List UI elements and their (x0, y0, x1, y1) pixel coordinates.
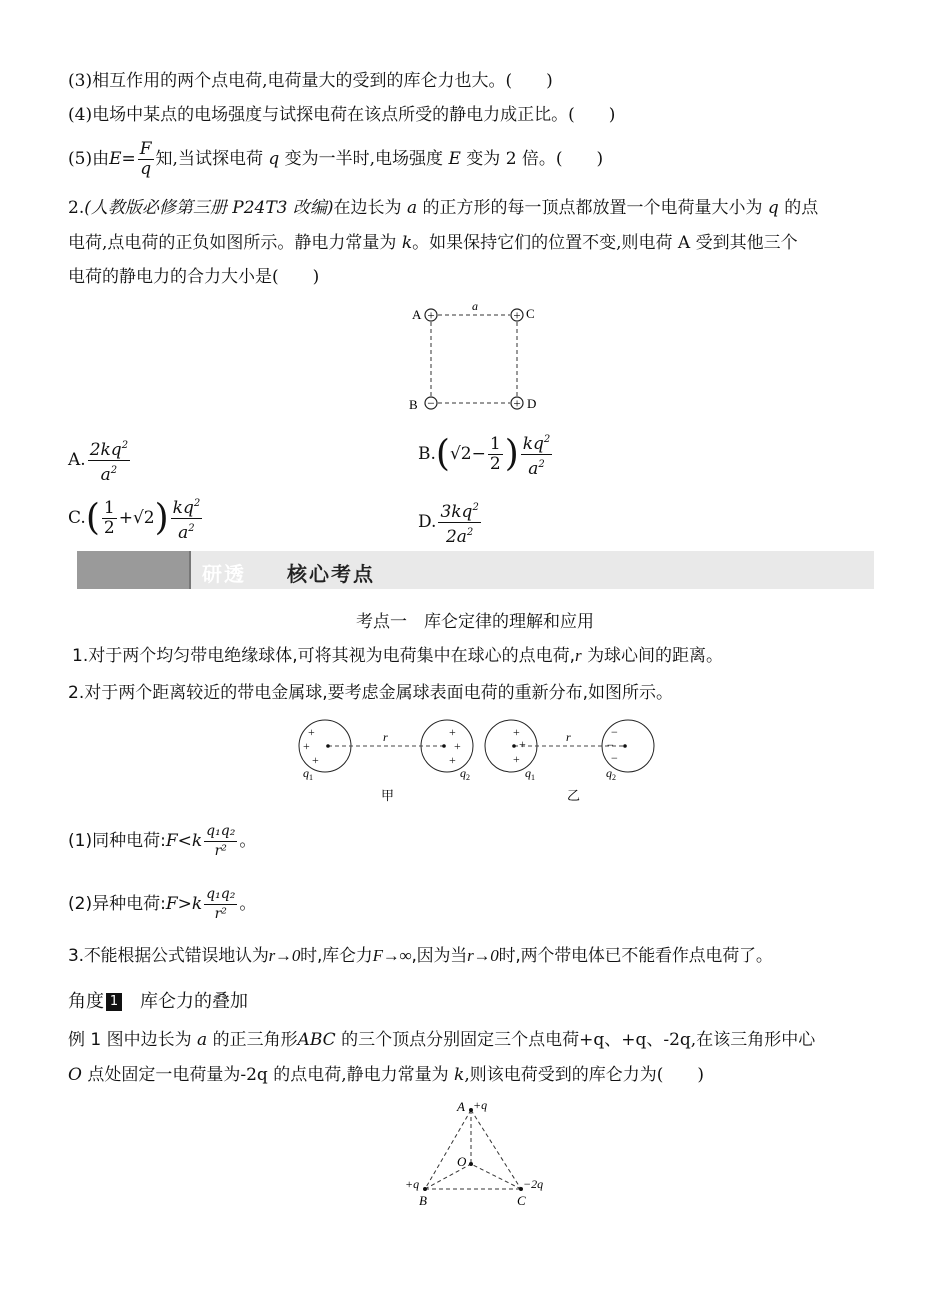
case2-frac-den: r² (214, 906, 227, 922)
example-label: 例 1 (68, 1030, 102, 1050)
item5-fraction (138, 140, 154, 179)
ex-a: a (197, 1030, 208, 1050)
q2-l2: 电荷,点电荷的正负如图所示。静电力常量为 (68, 233, 397, 253)
option-C-half-num: 1 (103, 498, 115, 518)
ex-k: k (454, 1065, 465, 1085)
caption-yi: 乙 (567, 788, 581, 803)
option-D-den-exp: 2 (466, 527, 474, 538)
sphere-q1-label: $q_1$ (303, 766, 313, 782)
case-opposite-charge (68, 885, 256, 924)
metal-spheres-diagram (295, 715, 665, 807)
plus-sign: + (513, 752, 520, 766)
p3-expr3: r→0 (467, 946, 499, 965)
minus-sign: − (611, 725, 618, 739)
banner-dark-block (77, 551, 190, 589)
angle-prefix: 角度 (68, 991, 104, 1012)
square-charge-diagram (400, 298, 550, 418)
banner-label-left: 研透 (202, 562, 246, 586)
p3-tail1: ,因为当 (411, 946, 468, 966)
item5-den: q (140, 159, 152, 179)
label-a: a (472, 299, 478, 313)
angle-heading (68, 991, 248, 1013)
charge-C-sign: + (513, 307, 521, 323)
charge-D-sign: + (513, 395, 521, 411)
case1-period: 。 (239, 831, 257, 851)
example-line2 (68, 1064, 704, 1086)
label-B: B (409, 397, 418, 412)
center-dot (326, 744, 330, 748)
p3-expr1: r→0 (268, 946, 301, 965)
case1-rel: F<k (165, 831, 203, 851)
tf-item-5 (68, 140, 603, 179)
plus-sign: + (519, 737, 526, 751)
example-line1 (68, 1029, 815, 1051)
ex-l2-a: 点处固定一电荷量为-2q 的点电荷,静电力常量为 (87, 1065, 449, 1085)
case2-period: 。 (239, 894, 257, 914)
case2-rel: F>k (165, 894, 203, 914)
section-p2: 2.对于两个距离较近的带电金属球,要考虑金属球表面电荷的重新分布,如图所示。 (68, 683, 674, 703)
minus-sign: − (607, 738, 614, 752)
center-dot (623, 744, 627, 748)
option-B: B.(√2− $\frac{1}{2}$ ) $\frac{kq^2}{a^2}$ (418, 430, 554, 479)
charge-C-value: −2q (523, 1177, 544, 1191)
vertex-A-label: A (457, 1099, 465, 1114)
charge-A-sign: + (427, 307, 435, 323)
option-C-num: kq (172, 498, 194, 518)
sphere-q2-label: $q_2$ (606, 766, 616, 782)
case1-frac-den: r² (214, 843, 227, 859)
p3-mid: 时,库仑力 (300, 946, 373, 966)
triangle-charge-diagram (395, 1095, 565, 1210)
option-C: C.( $\frac{1}{2}$ +√2) $\frac{kq^2}{a^2}$ (68, 494, 204, 543)
section-p3 (68, 945, 773, 967)
plus-sign: + (308, 725, 315, 739)
option-C-num-exp: 2 (193, 498, 201, 509)
plus-sign: + (449, 753, 456, 767)
triangle-edge-AB (425, 1110, 471, 1189)
option-B-sqrt: √2 (449, 444, 472, 464)
angle-title: 库仑力的叠加 (140, 991, 248, 1012)
case1-prefix: (1)同种电荷: (68, 831, 166, 851)
case2-prefix: (2)异种电荷: (68, 894, 166, 914)
item5-prefix: (5)由 (68, 149, 110, 169)
section-banner (77, 551, 874, 589)
case1-frac-num: q₁q₂ (204, 822, 237, 842)
section-p1 (72, 645, 723, 667)
option-C-den-exp: 2 (188, 523, 195, 534)
q2-l2-rest: 。如果保持它们的位置不变,则电荷 A 受到其他三个 (412, 233, 798, 253)
q2-source: (人教版必修第三册 P24T3 改编) (84, 198, 334, 218)
option-B-half-den: 2 (489, 454, 501, 474)
label-D: D (527, 396, 537, 411)
label-C: C (526, 306, 535, 321)
p1-tail: 为球心间的距离。 (587, 646, 724, 666)
sphere-q1-label: $q_1$ (525, 766, 535, 782)
section-title: 考点一 库仑定律的理解和应用 (356, 612, 594, 632)
ex-l1-c: 的三个顶点分别固定三个点电荷+q、+q、-2q,在该三角形中心 (341, 1030, 816, 1050)
option-B-half-num: 1 (489, 434, 501, 454)
p3-a: 3.不能根据公式错误地认为 (68, 946, 269, 966)
item5-lhs: E= (109, 149, 136, 169)
option-A (68, 436, 132, 485)
q2-l1-c: 的点 (784, 198, 819, 218)
center-O-dot (469, 1162, 473, 1166)
sphere-q2-label: $q_2$ (460, 766, 470, 782)
option-B-den: a (528, 459, 539, 479)
plus-sign: + (303, 739, 310, 753)
option-A-frac (88, 436, 130, 485)
charge-B-value: +q (405, 1177, 420, 1191)
option-C-sqrt: √2 (132, 508, 155, 528)
q2-line2 (68, 232, 798, 254)
option-B-minus: − (471, 444, 486, 464)
p1-text: 1.对于两个均匀带电绝缘球体,可将其视为电荷集中在球心的点电荷, (72, 646, 576, 666)
option-A-num-exp: 2 (121, 440, 129, 451)
tf-item-4: (4)电场中某点的电场强度与试探电荷在该点所受的静电力成正比。( ) (68, 105, 616, 125)
q2-a: a (406, 198, 418, 218)
option-D-label: D. (418, 512, 437, 532)
sphere-r-label-jia: r (383, 730, 388, 744)
q2-q: q (767, 198, 779, 218)
q2-line3: 电荷的静电力的合力大小是( ) (68, 267, 320, 287)
plus-sign: + (454, 739, 461, 753)
ex-l1-a: 图中边长为 (106, 1030, 192, 1050)
center-dot (512, 744, 516, 748)
case-same-charge (68, 822, 256, 861)
q2-l1-b: 的正方形的每一顶点都放置一个电荷量大小为 (422, 198, 763, 218)
option-A-label: A. (68, 450, 86, 470)
option-C-half-den: 2 (103, 518, 115, 538)
option-C-plus: + (118, 508, 133, 528)
option-B-num: kq (522, 434, 544, 454)
p3-tail2: 时,两个带电体已不能看作点电荷了。 (498, 946, 773, 966)
charge-B-sign: − (427, 395, 435, 411)
case2-frac-num: q₁q₂ (204, 885, 237, 905)
option-C-den: a (178, 523, 189, 543)
option-B-num-exp: 2 (543, 434, 551, 445)
option-A-num: 2kq (89, 440, 122, 460)
vertex-B-label: B (419, 1193, 427, 1208)
ex-ABC: ABC (297, 1030, 336, 1050)
angle-badge: 1 (106, 993, 122, 1011)
option-A-den: a (100, 465, 111, 485)
vertex-B-dot (423, 1187, 427, 1191)
item5-num: F (139, 139, 152, 159)
option-D-den: 2a (445, 527, 467, 547)
item5-E: E (448, 149, 461, 169)
tf-item-3: (3)相互作用的两个点电荷,电荷量大的受到的库仑力也大。( ) (68, 71, 553, 91)
option-B-label: B. (418, 444, 436, 464)
ex-l1-b: 的正三角形 (212, 1030, 298, 1050)
sphere-r-label-yi: r (566, 730, 571, 744)
q2-num: 2. (68, 198, 85, 218)
caption-jia: 甲 (381, 788, 395, 803)
ex-O: O (68, 1065, 82, 1085)
triangle-edge-AC (471, 1110, 521, 1189)
option-C-label: C. (68, 508, 86, 528)
p3-expr2: F→∞ (372, 946, 412, 965)
q2-k: k (401, 233, 413, 253)
charge-A-value: +q (473, 1098, 488, 1112)
center-dot (442, 744, 446, 748)
option-B-den-exp: 2 (538, 459, 545, 470)
option-A-den-exp: 2 (110, 465, 118, 476)
center-O-label: O (457, 1154, 467, 1169)
q2-l1-a: 在边长为 (333, 198, 402, 218)
vertex-C-label: C (517, 1193, 526, 1208)
plus-sign: + (449, 725, 456, 739)
plus-sign: + (513, 725, 520, 739)
p1-r: r (575, 646, 582, 665)
banner-label-right: 核心考点 (287, 562, 375, 586)
item5-suffix-a: 知,当试探电荷 (155, 149, 263, 169)
option-D-num: 3kq (440, 502, 473, 522)
q2-line1 (68, 197, 818, 219)
label-A: A (412, 307, 422, 322)
minus-sign: − (611, 751, 618, 765)
option-D (418, 498, 483, 547)
plus-sign: + (312, 753, 319, 767)
option-D-num-exp: 2 (472, 502, 479, 513)
item5-suffix-b: 变为一半时,电场强度 (284, 149, 444, 169)
item5-suffix-c: 变为 2 倍。( ) (466, 149, 604, 169)
item5-q: q (268, 149, 280, 169)
ex-l2-b: ,则该电荷受到的库仑力为( ) (464, 1065, 704, 1085)
